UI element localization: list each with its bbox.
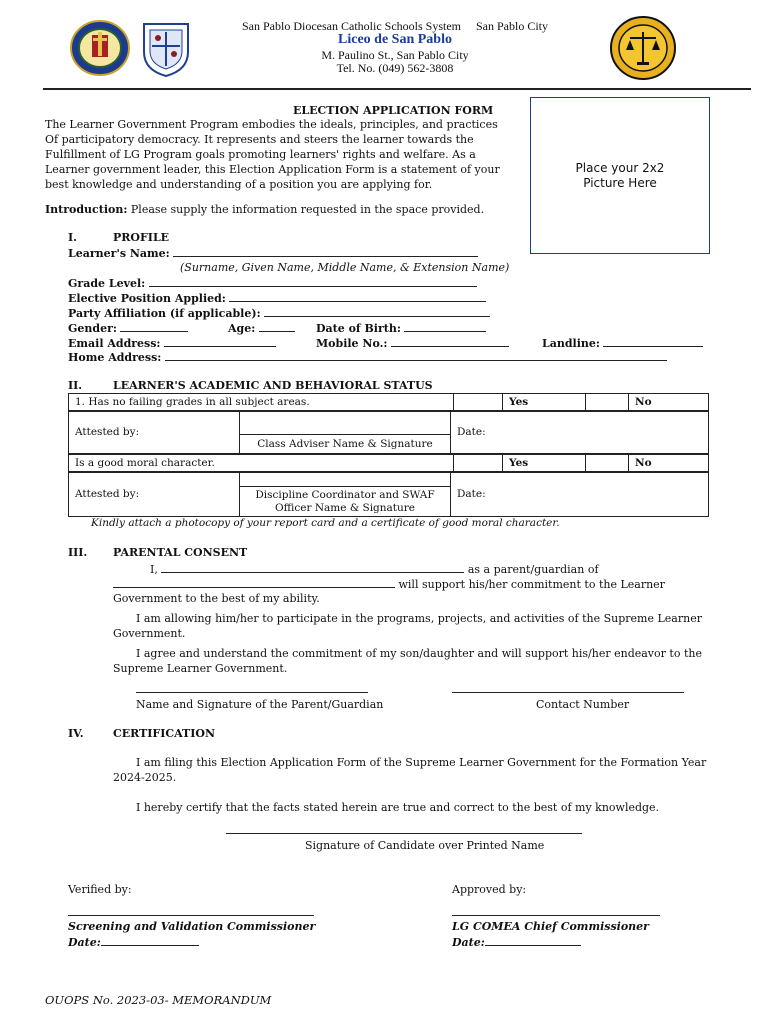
- introduction-text: Please supply the information requested in the space provided.: [127, 203, 485, 216]
- candidate-signature-caption: Signature of Candidate over Printed Name: [305, 839, 545, 852]
- position-label: Elective Position Applied:: [68, 292, 226, 305]
- party-label: Party Affiliation (if applicable):: [68, 307, 261, 320]
- consent-parent-of: as a parent/guardian of: [467, 563, 599, 576]
- home-label: Home Address:: [68, 351, 162, 364]
- age-field[interactable]: [259, 320, 295, 332]
- approved-date-label: Date:: [452, 936, 485, 949]
- adviser-signature-field[interactable]: [240, 411, 451, 435]
- age-label: Age:: [228, 322, 256, 335]
- intro-line: best knowledge and understanding of a position you are applying for.: [45, 178, 433, 191]
- section-number: II.: [68, 379, 83, 392]
- header-rule: [43, 88, 751, 90]
- parent-signature-line[interactable]: [136, 692, 368, 693]
- consent-allowing-cont: Government.: [113, 627, 186, 640]
- home-row: [68, 349, 667, 365]
- grades-question: 1. Has no failing grades in all subject areas.: [69, 394, 454, 412]
- section-title-consent: PARENTAL CONSENT: [113, 546, 248, 559]
- section-number: III.: [68, 546, 88, 559]
- introduction: [45, 202, 484, 217]
- approved-signature-line[interactable]: [452, 915, 660, 916]
- email-label: Email Address:: [68, 337, 161, 350]
- intro-line: Learner government leader, this Election Application Form is a statement of your: [45, 163, 500, 176]
- landline-field[interactable]: [603, 335, 703, 347]
- intro-paragraph: [45, 117, 525, 192]
- date-label: Date:: [457, 487, 486, 500]
- school-name: Liceo de San Pablo: [338, 32, 452, 47]
- grade-row: [68, 275, 477, 291]
- coordinator-attest-table: [68, 471, 709, 517]
- position-field[interactable]: [229, 290, 486, 302]
- email-field[interactable]: [164, 335, 276, 347]
- landline-label: Landline:: [542, 337, 600, 350]
- cert-filing: I am filing this Election Application Form of the Supreme Learner Government for the Formation Year: [136, 756, 707, 769]
- cert-certify: I hereby certify that the facts stated herein are true and correct to the best of my knowledge.: [136, 801, 660, 814]
- consent-support: will support his/her commitment to the Learner: [398, 578, 665, 591]
- consent-line-2: [113, 576, 665, 592]
- moral-row: [69, 455, 709, 473]
- grade-field[interactable]: [149, 275, 477, 287]
- verified-role: Screening and Validation Commissioner: [68, 920, 316, 933]
- date-cell[interactable]: [451, 411, 709, 454]
- learner-name-hint: (Surname, Given Name, Middle Name, & Extension Name): [180, 261, 510, 274]
- cert-filing-year: 2024-2025.: [113, 771, 177, 784]
- grades-row: [69, 394, 709, 412]
- consent-i: I,: [150, 563, 158, 576]
- consent-line-3: Government to the best of my ability.: [113, 592, 320, 605]
- candidate-signature-line[interactable]: [226, 833, 582, 834]
- verified-label: Verified by:: [68, 883, 132, 896]
- approved-label: Approved by:: [452, 883, 527, 896]
- section-number: IV.: [68, 727, 84, 740]
- consent-allowing: I am allowing him/her to participate in the programs, projects, and activities of the Supreme Learner: [136, 612, 702, 625]
- diocese-seal-logo: [70, 20, 130, 76]
- photo-box[interactable]: [530, 97, 710, 254]
- dob-row: [316, 320, 486, 336]
- section-title-profile: PROFILE: [113, 231, 170, 244]
- gender-row: [68, 320, 188, 336]
- moral-question: Is a good moral character.: [69, 455, 454, 473]
- section-number: I.: [68, 231, 77, 244]
- no-label: No: [629, 455, 709, 473]
- party-row: [68, 305, 490, 321]
- verified-date-label: Date:: [68, 936, 101, 949]
- dob-label: Date of Birth:: [316, 322, 401, 335]
- consent-agree: I agree and understand the commitment of my son/daughter and will support his/her endeavor to the: [136, 647, 702, 660]
- learner-name-field[interactable]: [173, 245, 478, 257]
- attested-label: Attested by:: [69, 472, 240, 517]
- adviser-caption: Class Adviser Name & Signature: [240, 435, 451, 454]
- photo-box-label: Place your 2x2 Picture Here: [575, 160, 665, 190]
- parent-name-field[interactable]: [161, 561, 464, 573]
- no-label: No: [629, 394, 709, 412]
- yes-checkbox[interactable]: [586, 455, 629, 473]
- introduction-label: Introduction:: [45, 203, 128, 216]
- date-cell[interactable]: [451, 472, 709, 517]
- dob-field[interactable]: [404, 320, 486, 332]
- school-tel: Tel. No. (049) 562-3808: [336, 61, 454, 75]
- home-field[interactable]: [165, 349, 667, 361]
- child-name-field[interactable]: [113, 576, 395, 588]
- verified-date-field[interactable]: [101, 934, 199, 946]
- consent-agree-cont: Supreme Learner Government.: [113, 662, 288, 675]
- yes-label: Yes: [503, 455, 586, 473]
- parent-signature-caption: Name and Signature of the Parent/Guardian: [136, 698, 384, 711]
- school-crest-logo: [138, 18, 194, 78]
- age-row: [228, 320, 295, 336]
- diocese-system: San Pablo Diocesan Catholic Schools System: [242, 19, 461, 33]
- section-title-certification: CERTIFICATION: [113, 727, 216, 740]
- verified-date-row: [68, 934, 199, 950]
- coordinator-caption: Discipline Coordinator and SWAF Officer Name & Signature: [240, 487, 451, 517]
- adviser-attest-table: [68, 410, 709, 454]
- learner-name-label: Learner's Name:: [68, 247, 170, 260]
- justice-seal-logo: [610, 16, 676, 80]
- mobile-field[interactable]: [391, 335, 509, 347]
- memo-footer: OUOPS No. 2023-03- MEMORANDUM: [45, 993, 272, 1007]
- verified-signature-line[interactable]: [68, 915, 314, 916]
- school-address: M. Paulino St., San Pablo City: [321, 48, 469, 62]
- section-title-status: LEARNER'S ACADEMIC AND BEHAVIORAL STATUS: [113, 379, 433, 392]
- position-row: [68, 290, 486, 306]
- date-label: Date:: [457, 425, 486, 438]
- attachment-note: Kindly attach a photocopy of your report card and a certificate of good moral character.: [91, 517, 560, 529]
- form-title: ELECTION APPLICATION FORM: [293, 104, 494, 117]
- diocese-line: [230, 19, 560, 33]
- intro-line: The Learner Government Program embodies the ideals, principles, and practices: [45, 118, 498, 131]
- coordinator-signature-field[interactable]: [240, 472, 451, 487]
- approved-role: LG COMEA Chief Commissioner: [452, 920, 649, 933]
- learner-name-row: [68, 245, 478, 261]
- mobile-label: Mobile No.:: [316, 337, 388, 350]
- gender-label: Gender:: [68, 322, 117, 335]
- approved-date-row: [452, 934, 581, 950]
- gender-field[interactable]: [120, 320, 188, 332]
- approved-date-field[interactable]: [485, 934, 581, 946]
- intro-line: Of participatory democracy. It represents and steers the learner towards the: [45, 133, 474, 146]
- grade-label: Grade Level:: [68, 277, 146, 290]
- party-field[interactable]: [264, 305, 490, 317]
- contact-number-line[interactable]: [452, 692, 684, 693]
- attested-label: Attested by:: [69, 411, 240, 454]
- diocese-city: San Pablo City: [475, 19, 548, 33]
- yes-checkbox[interactable]: [586, 394, 629, 412]
- intro-line: Fulfillment of LG Program goals promoting learners' rights and welfare. As a: [45, 148, 476, 161]
- consent-line-1: [150, 561, 599, 577]
- contact-number-caption: Contact Number: [536, 698, 630, 711]
- yes-label: Yes: [503, 394, 586, 412]
